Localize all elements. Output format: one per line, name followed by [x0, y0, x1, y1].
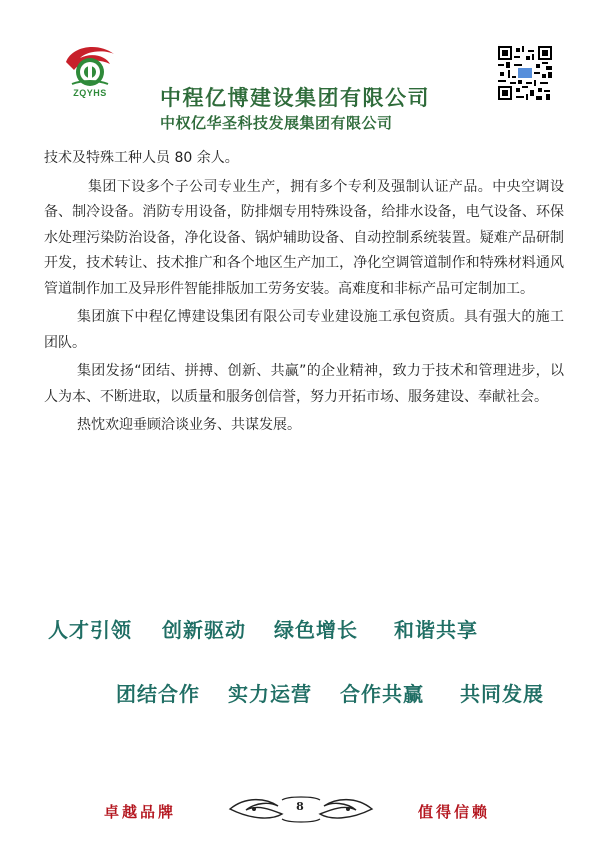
page-number: 8 — [296, 800, 304, 813]
page-header — [0, 0, 600, 140]
paragraph-4: 集团发扬“团结、拼搏、创新、共赢”的企业精神，致力于技术和管理进步，以人为本、不断进取，以质量和服务创信誉，努力开拓市场、服务建设、奉献社会。 — [44, 363, 564, 405]
slogan-1: 人才引领 — [48, 618, 132, 642]
slogan-6: 实力运营 — [228, 682, 312, 706]
paragraph-2: 集团下设多个子公司专业生产，拥有多个专利及强制认证产品。中央空调设备、制冷设备。消防专用设备，防排烟专用特殊设备，给排水设备，电气设备、环保水处理污染防治设备，净化设备、锅炉辅助设备、自动控制系统装置。疑难产品研制开发，技术转让、技术推广和各个地区生产加工，净化空调管道制作和特殊材料通风管道制作加工及异形件智能排版加工劳务安装。高难度和非标产品可定制加工。 — [44, 178, 564, 297]
slogan-5: 团结合作 — [116, 682, 200, 706]
paragraph-5: 热忱欢迎垂顾洽谈业务、共谋发展。 — [77, 417, 301, 433]
qr-code-icon — [498, 46, 552, 100]
slogan-7: 合作共赢 — [340, 682, 424, 706]
paragraph-3: 集团旗下中程亿博建设集团有限公司专业建设施工承包资质。具有强大的施工团队。 — [44, 309, 564, 351]
footer-right-motto: 值得信赖 — [418, 803, 491, 821]
logo-text: ZQYHS — [73, 88, 107, 98]
company-subtitle: 中权亿华圣科技发展集团有限公司 — [160, 114, 393, 132]
slogan-3: 绿色增长 — [274, 618, 358, 642]
company-name: 中程亿博建设集团有限公司 — [160, 86, 430, 110]
paragraph-1: 技术及特殊工种人员 80 余人。 — [44, 150, 239, 166]
slogan-8: 共同发展 — [460, 682, 544, 706]
footer-left-motto: 卓越品牌 — [104, 803, 177, 821]
body-text — [44, 146, 564, 442]
slogan-4: 和谐共享 — [394, 618, 478, 642]
slogan-2: 创新驱动 — [162, 618, 246, 642]
